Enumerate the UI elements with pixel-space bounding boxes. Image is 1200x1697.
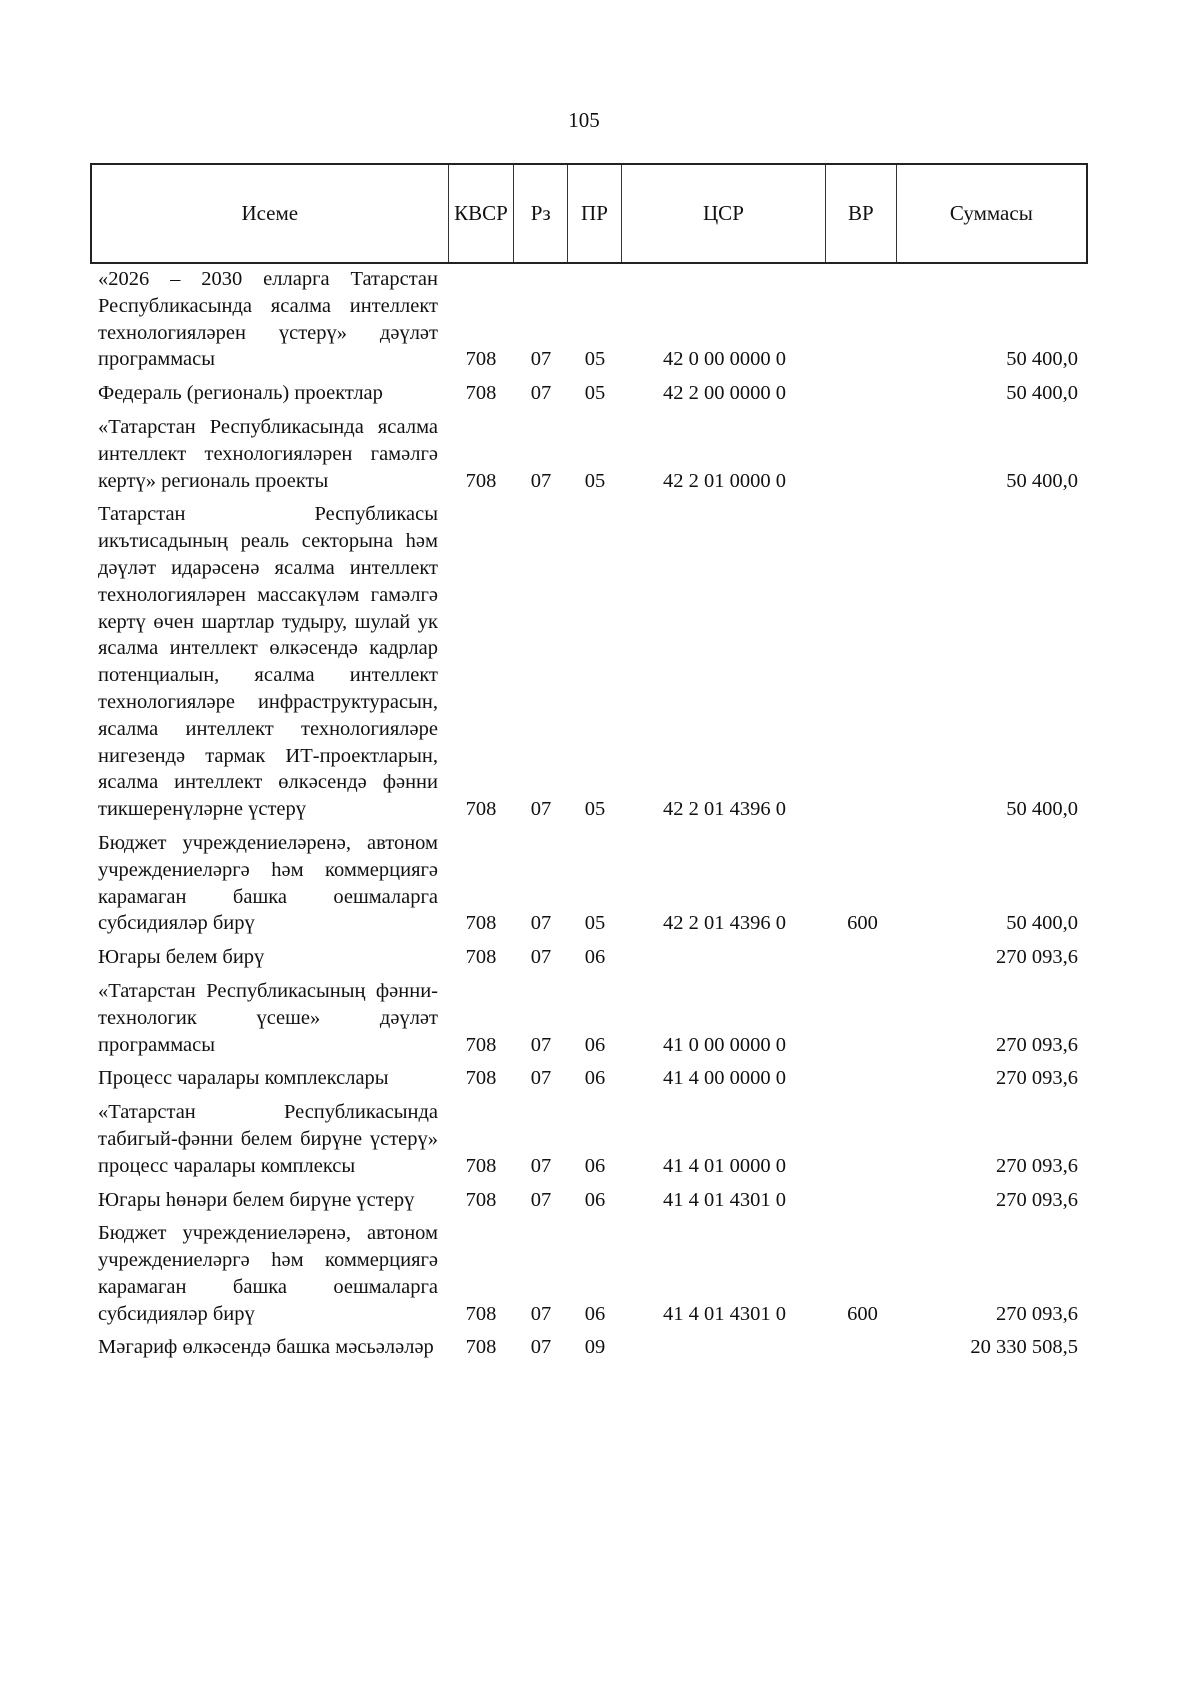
row-kvsr: 708: [465, 946, 497, 969]
row-name: «Татарстан Республикасының фәнни-технологик үсеше» дәүләт программасы: [98, 979, 438, 1056]
row-name: Процесс чаралары комплекслары: [98, 1067, 389, 1090]
row-name: «2026 – 2030 елларга Татарстан Республикасында ясалма интеллект технологияләрен үстерү» дәүләт программасы: [98, 268, 438, 371]
row-kvsr: 708: [465, 1067, 497, 1090]
row-rz: 07: [530, 469, 552, 492]
table-row: [90, 978, 1088, 1058]
row-kvsr: 708: [465, 348, 497, 371]
row-sum: 50 400,0: [1006, 348, 1078, 371]
row-csr: 41 4 01 0000 0: [663, 1154, 786, 1177]
row-rz: 07: [530, 1336, 552, 1359]
row-name: «Татарстан Республикасында табигый-фәнни белем бирүне үстерү» процесс чаралары комплексы: [98, 1101, 438, 1177]
table-row: [90, 414, 1088, 494]
row-kvsr: 708: [465, 1302, 497, 1325]
row-pr: 06: [584, 1154, 606, 1177]
row-vr: 600: [847, 1302, 878, 1325]
table-body: [90, 266, 1088, 1368]
row-rz: 07: [530, 946, 552, 969]
row-pr: 05: [584, 348, 606, 371]
row-rz: 07: [530, 1154, 552, 1177]
row-pr: 05: [584, 912, 606, 935]
row-name: Югары белем бирү: [98, 946, 265, 969]
row-pr: 06: [584, 1188, 606, 1211]
row-csr: 42 2 00 0000 0: [663, 382, 786, 405]
row-kvsr: 708: [465, 469, 497, 492]
header-csr: ЦСР: [622, 165, 826, 262]
row-kvsr: 708: [465, 382, 497, 405]
row-name: Югары һөнәри белем бирүне үстерү: [98, 1188, 415, 1211]
row-pr: 06: [584, 946, 606, 969]
row-csr: 41 4 01 4301 0: [663, 1302, 786, 1325]
row-sum: 270 093,6: [996, 1067, 1078, 1090]
header-vr: ВР: [826, 165, 897, 262]
header-kvsr: КВСР: [449, 165, 515, 262]
table-row: [90, 830, 1088, 937]
table-row: [90, 944, 1088, 971]
row-sum: 270 093,6: [996, 1188, 1078, 1211]
row-kvsr: 708: [465, 1188, 497, 1211]
row-rz: 07: [530, 382, 552, 405]
row-name: Федераль (региональ) проектлар: [98, 382, 383, 405]
row-vr: 600: [847, 912, 878, 935]
row-sum: 50 400,0: [1006, 912, 1078, 935]
row-pr: 06: [584, 1067, 606, 1090]
table-row: [90, 380, 1088, 407]
row-csr: 42 2 01 4396 0: [663, 912, 786, 935]
row-pr: 05: [584, 382, 606, 405]
row-name: Бюджет учреждениеләренә, автоном учреждениеләргә һәм коммерциягә карамаган башка оешмаларга субсидияләр бирү: [98, 831, 438, 935]
header-rz: Рз: [514, 165, 568, 262]
row-pr: 09: [584, 1336, 606, 1359]
table-header: [90, 163, 1088, 264]
row-rz: 07: [530, 1033, 552, 1056]
row-csr: 41 4 01 4301 0: [663, 1188, 786, 1211]
row-rz: 07: [530, 1067, 552, 1090]
row-sum: 270 093,6: [996, 1302, 1078, 1325]
row-rz: 07: [530, 348, 552, 371]
row-rz: 07: [530, 798, 552, 821]
row-name: Татарстан Республикасы икътисадының реаль секторына һәм дәүләт идарәсенә ясалма интеллект технологияләрен массакүләм гамәлгә кертү өчен шартлар тудыру, шулай ук ясалма интеллект өлкәсендә кадрлар потенциалын, ясалма интеллект технологияләре инфраструктурасын, ясалма интеллект технологияләре нигезендә тармак ИТ-проектларын, ясалма интеллект өлкәсендә фәнни тикшеренүләрне үстерү: [98, 503, 438, 821]
row-sum: 20 330 508,5: [970, 1336, 1078, 1359]
page-number: 105: [568, 108, 600, 132]
row-csr: 42 2 01 0000 0: [663, 469, 786, 492]
header-name: Исеме: [92, 165, 449, 262]
row-csr: 41 4 00 0000 0: [663, 1067, 786, 1090]
table-row: [90, 1065, 1088, 1092]
row-sum: 50 400,0: [1006, 469, 1078, 492]
row-sum: 50 400,0: [1006, 798, 1078, 821]
row-name: Бюджет учреждениеләренә, автоном учреждениеләргә һәм коммерциягә карамаган башка оешмаларга субсидияләр бирү: [98, 1222, 438, 1325]
row-pr: 06: [584, 1302, 606, 1325]
table-row: [90, 1099, 1088, 1179]
table-row: [90, 501, 1088, 823]
row-rz: 07: [530, 1188, 552, 1211]
row-name: Мәгариф өлкәсендә башка мәсьәләләр: [98, 1336, 434, 1359]
row-pr: 05: [584, 469, 606, 492]
row-csr: 41 0 00 0000 0: [663, 1033, 786, 1056]
row-csr: 42 0 00 0000 0: [663, 348, 786, 371]
table-row: [90, 1187, 1088, 1214]
row-kvsr: 708: [465, 798, 497, 821]
header-pr: ПР: [568, 165, 622, 262]
row-sum: 270 093,6: [996, 946, 1078, 969]
row-kvsr: 708: [465, 1336, 497, 1359]
row-csr: 42 2 01 4396 0: [663, 798, 786, 821]
row-name: «Татарстан Республикасында ясалма интеллект технологияләрен гамәлгә кертү» региональ проекты: [98, 415, 438, 492]
table-row: [90, 1334, 1088, 1361]
row-pr: 05: [584, 798, 606, 821]
row-kvsr: 708: [465, 1033, 497, 1056]
row-rz: 07: [530, 1302, 552, 1325]
row-sum: 270 093,6: [996, 1033, 1078, 1056]
row-pr: 06: [584, 1033, 606, 1056]
row-rz: 07: [530, 912, 552, 935]
table-row: [90, 1220, 1088, 1327]
table-row: [90, 266, 1088, 373]
row-kvsr: 708: [465, 1154, 497, 1177]
row-sum: 50 400,0: [1006, 382, 1078, 405]
row-sum: 270 093,6: [996, 1154, 1078, 1177]
row-kvsr: 708: [465, 912, 497, 935]
header-sum: Суммасы: [949, 201, 1033, 225]
